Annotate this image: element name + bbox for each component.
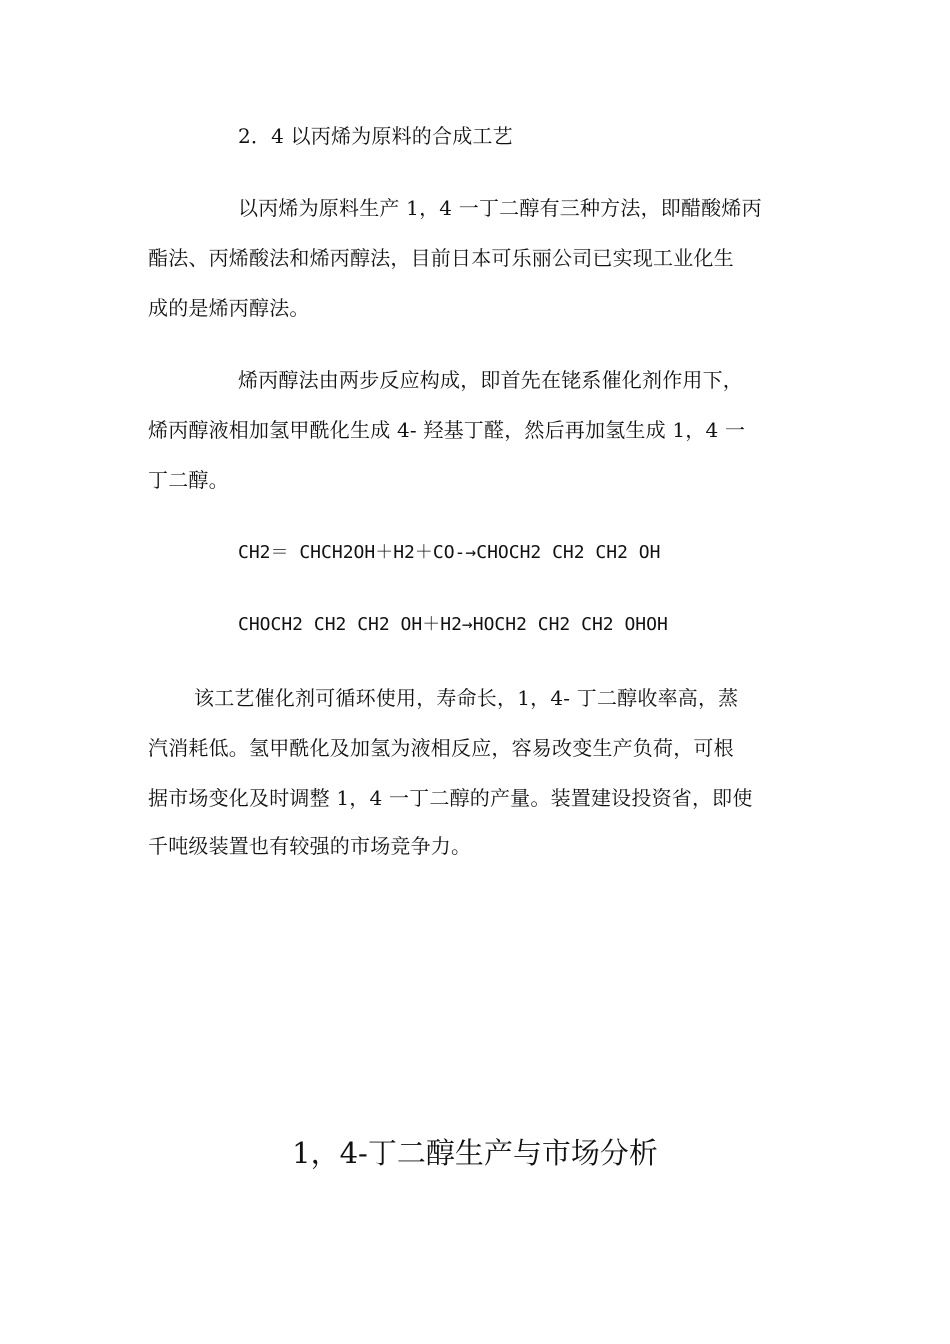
paragraph-line: 成的是烯丙醇法。	[148, 296, 310, 320]
reaction-equation-1: CH2＝ CHCH2OH＋H2＋CO-→CHOCH2 CH2 CH2 OH	[238, 542, 661, 563]
paragraph-line: 以丙烯为原料生产 1，4 一丁二醇有三种方法，即醋酸烯丙	[238, 196, 762, 220]
paragraph-line: 酯法、丙烯酸法和烯丙醇法，目前日本可乐丽公司已实现工业化生	[148, 246, 734, 270]
paragraph-line: 烯丙醇液相加氢甲酰化生成 4- 羟基丁醛，然后再加氢生成 1，4 一	[148, 418, 746, 442]
paragraph-line: 烯丙醇法由两步反应构成，即首先在铑系催化剂作用下，	[238, 368, 743, 392]
reaction-equation-2: CHOCH2 CH2 CH2 OH＋H2→HOCH2 CH2 CH2 OHOH	[238, 614, 668, 635]
paragraph-line: 丁二醇。	[148, 468, 229, 492]
document-title: 1，4-丁二醇生产与市场分析	[292, 1136, 658, 1170]
paragraph-line: 汽消耗低。氢甲酰化及加氢为液相反应，容易改变生产负荷，可根	[148, 736, 734, 760]
section-heading: 2．4 以丙烯为原料的合成工艺	[238, 124, 513, 148]
paragraph-line: 据市场变化及时调整 1，4 一丁二醇的产量。装置建设投资省，即使	[148, 786, 753, 810]
paragraph-line: 该工艺催化剂可循环使用，寿命长，1，4- 丁二醇收率高，蒸	[194, 686, 739, 710]
paragraph-line: 千吨级装置也有较强的市场竞争力。	[148, 834, 472, 858]
